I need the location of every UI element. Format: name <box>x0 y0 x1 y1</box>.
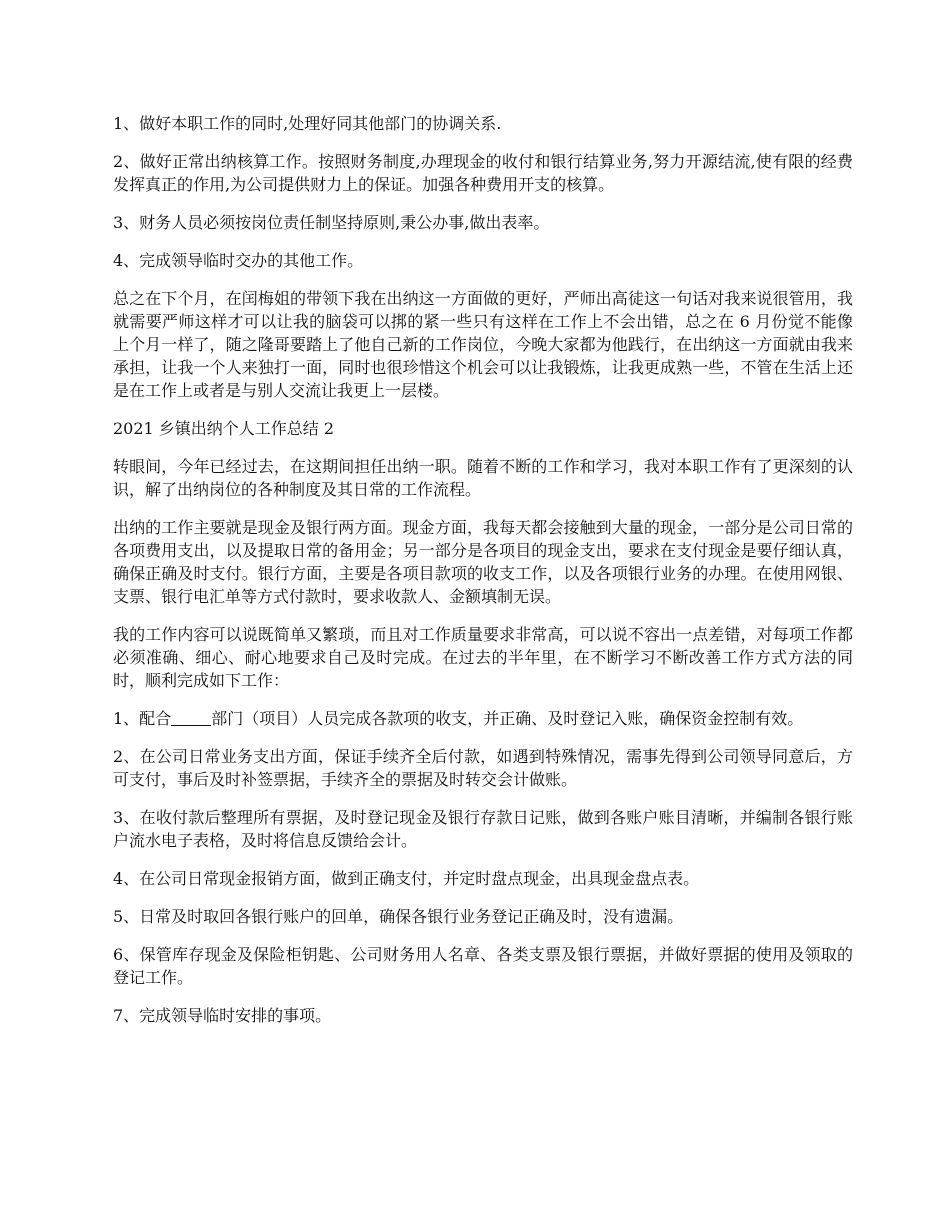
paragraph-item-5: 5、日常及时取回各银行账户的回单，确保各银行业务登记正确及时，没有遗漏。 <box>113 907 684 926</box>
document-body <box>113 112 853 1042</box>
paragraph-item-1 <box>113 707 853 730</box>
paragraph-duty-3: 3、财务人员必须按岗位责任制坚持原则,秉公办事,做出表率。 <box>113 213 550 232</box>
paragraph-item-6: 6、保管库存现金及保险柜钥匙、公司财务用人名章、各类支票及银行票据，并做好票据的使用及领取的登记工作。 <box>113 945 853 987</box>
paragraph-item-7: 7、完成领导临时安排的事项。 <box>113 1006 332 1025</box>
item-1-suffix: 部门（项目）人员完成各款项的收支，并正确、及时登记入账，确保资金控制有效。 <box>211 709 804 728</box>
paragraph-duty-2: 2、做好正常出纳核算工作。按照财务制度,办理现金的收付和银行结算业务,努力开源结流,使有限的经费发挥真正的作用,为公司提供财力上的保证。加强各种费用开支的核算。 <box>113 152 853 194</box>
paragraph-work-content: 我的工作内容可以说既简单又繁琐，而且对工作质量要求非常高，可以说不容出一点差错，对每项工作都必须准确、细心、耐心地要求自己及时完成。在过去的半年里，在不断学习不断改善工作方式方法的同时，顺利完成如下工作： <box>113 625 853 690</box>
paragraph-item-3: 3、在收付款后整理所有票据，及时登记现金及银行存款日记账，做到各账户账目清晰，并编制各银行账户流水电子表格，及时将信息反馈给会计。 <box>113 808 853 850</box>
paragraph-item-4: 4、在公司日常现金报销方面，做到正确支付，并定时盘点现金，出具现金盘点表。 <box>113 869 700 888</box>
section-heading: 2021 乡镇出纳个人工作总结 2 <box>113 419 335 438</box>
paragraph-work-scope: 出纳的工作主要就是现金及银行两方面。现金方面，我每天都会接触到大量的现金，一部分是公司日常的各项费用支出，以及提取日常的备用金；另一部分是各项目的现金支出，要求在支付现金是要仔细认真，确保正确及时支付。银行方面，主要是各项目款项的收支工作，以及各项银行业务的办理。在使用网银、支票、银行电汇单等方式付款时，要求收款人、金额填制无误。 <box>113 518 853 606</box>
paragraph-duty-1: 1、做好本职工作的同时,处理好同其他部门的协调关系. <box>113 114 502 133</box>
paragraph-intro: 转眼间，今年已经过去，在这期间担任出纳一职。随着不断的工作和学习，我对本职工作有了更深刻的认识，解了出纳岗位的各种制度及其日常的工作流程。 <box>113 457 853 499</box>
paragraph-item-2: 2、在公司日常业务支出方面，保证手续齐全后付款，如遇到特殊情况，需事先得到公司领导同意后，方可支付，事后及时补签票据，手续齐全的票据及时转交会计做账。 <box>113 747 853 789</box>
paragraph-duty-4: 4、完成领导临时交办的其他工作。 <box>113 251 364 270</box>
fill-in-blank <box>171 709 211 726</box>
paragraph-summary: 总之在下个月，在闰梅姐的带领下我在出纳这一方面做的更好，严师出高徒这一句话对我来说很管用，我就需要严师这样才可以让我的脑袋可以挷的紧一些只有这样在工作上不会出错，总之在 6 月份觉不能像上个月一样了，随之隆哥要踏上了他自己新的工作岗位，今晚大家都为他践行，在出纳这一方面就由我来承担，让我一个人来独打一面，同时也很珍惜这个机会可以让我锻炼，让我更成熟一些，不管在生活上还是在工作上或者是与别人交流让我更上一层楼。 <box>113 289 853 400</box>
item-1-prefix: 1、配合 <box>113 709 172 728</box>
